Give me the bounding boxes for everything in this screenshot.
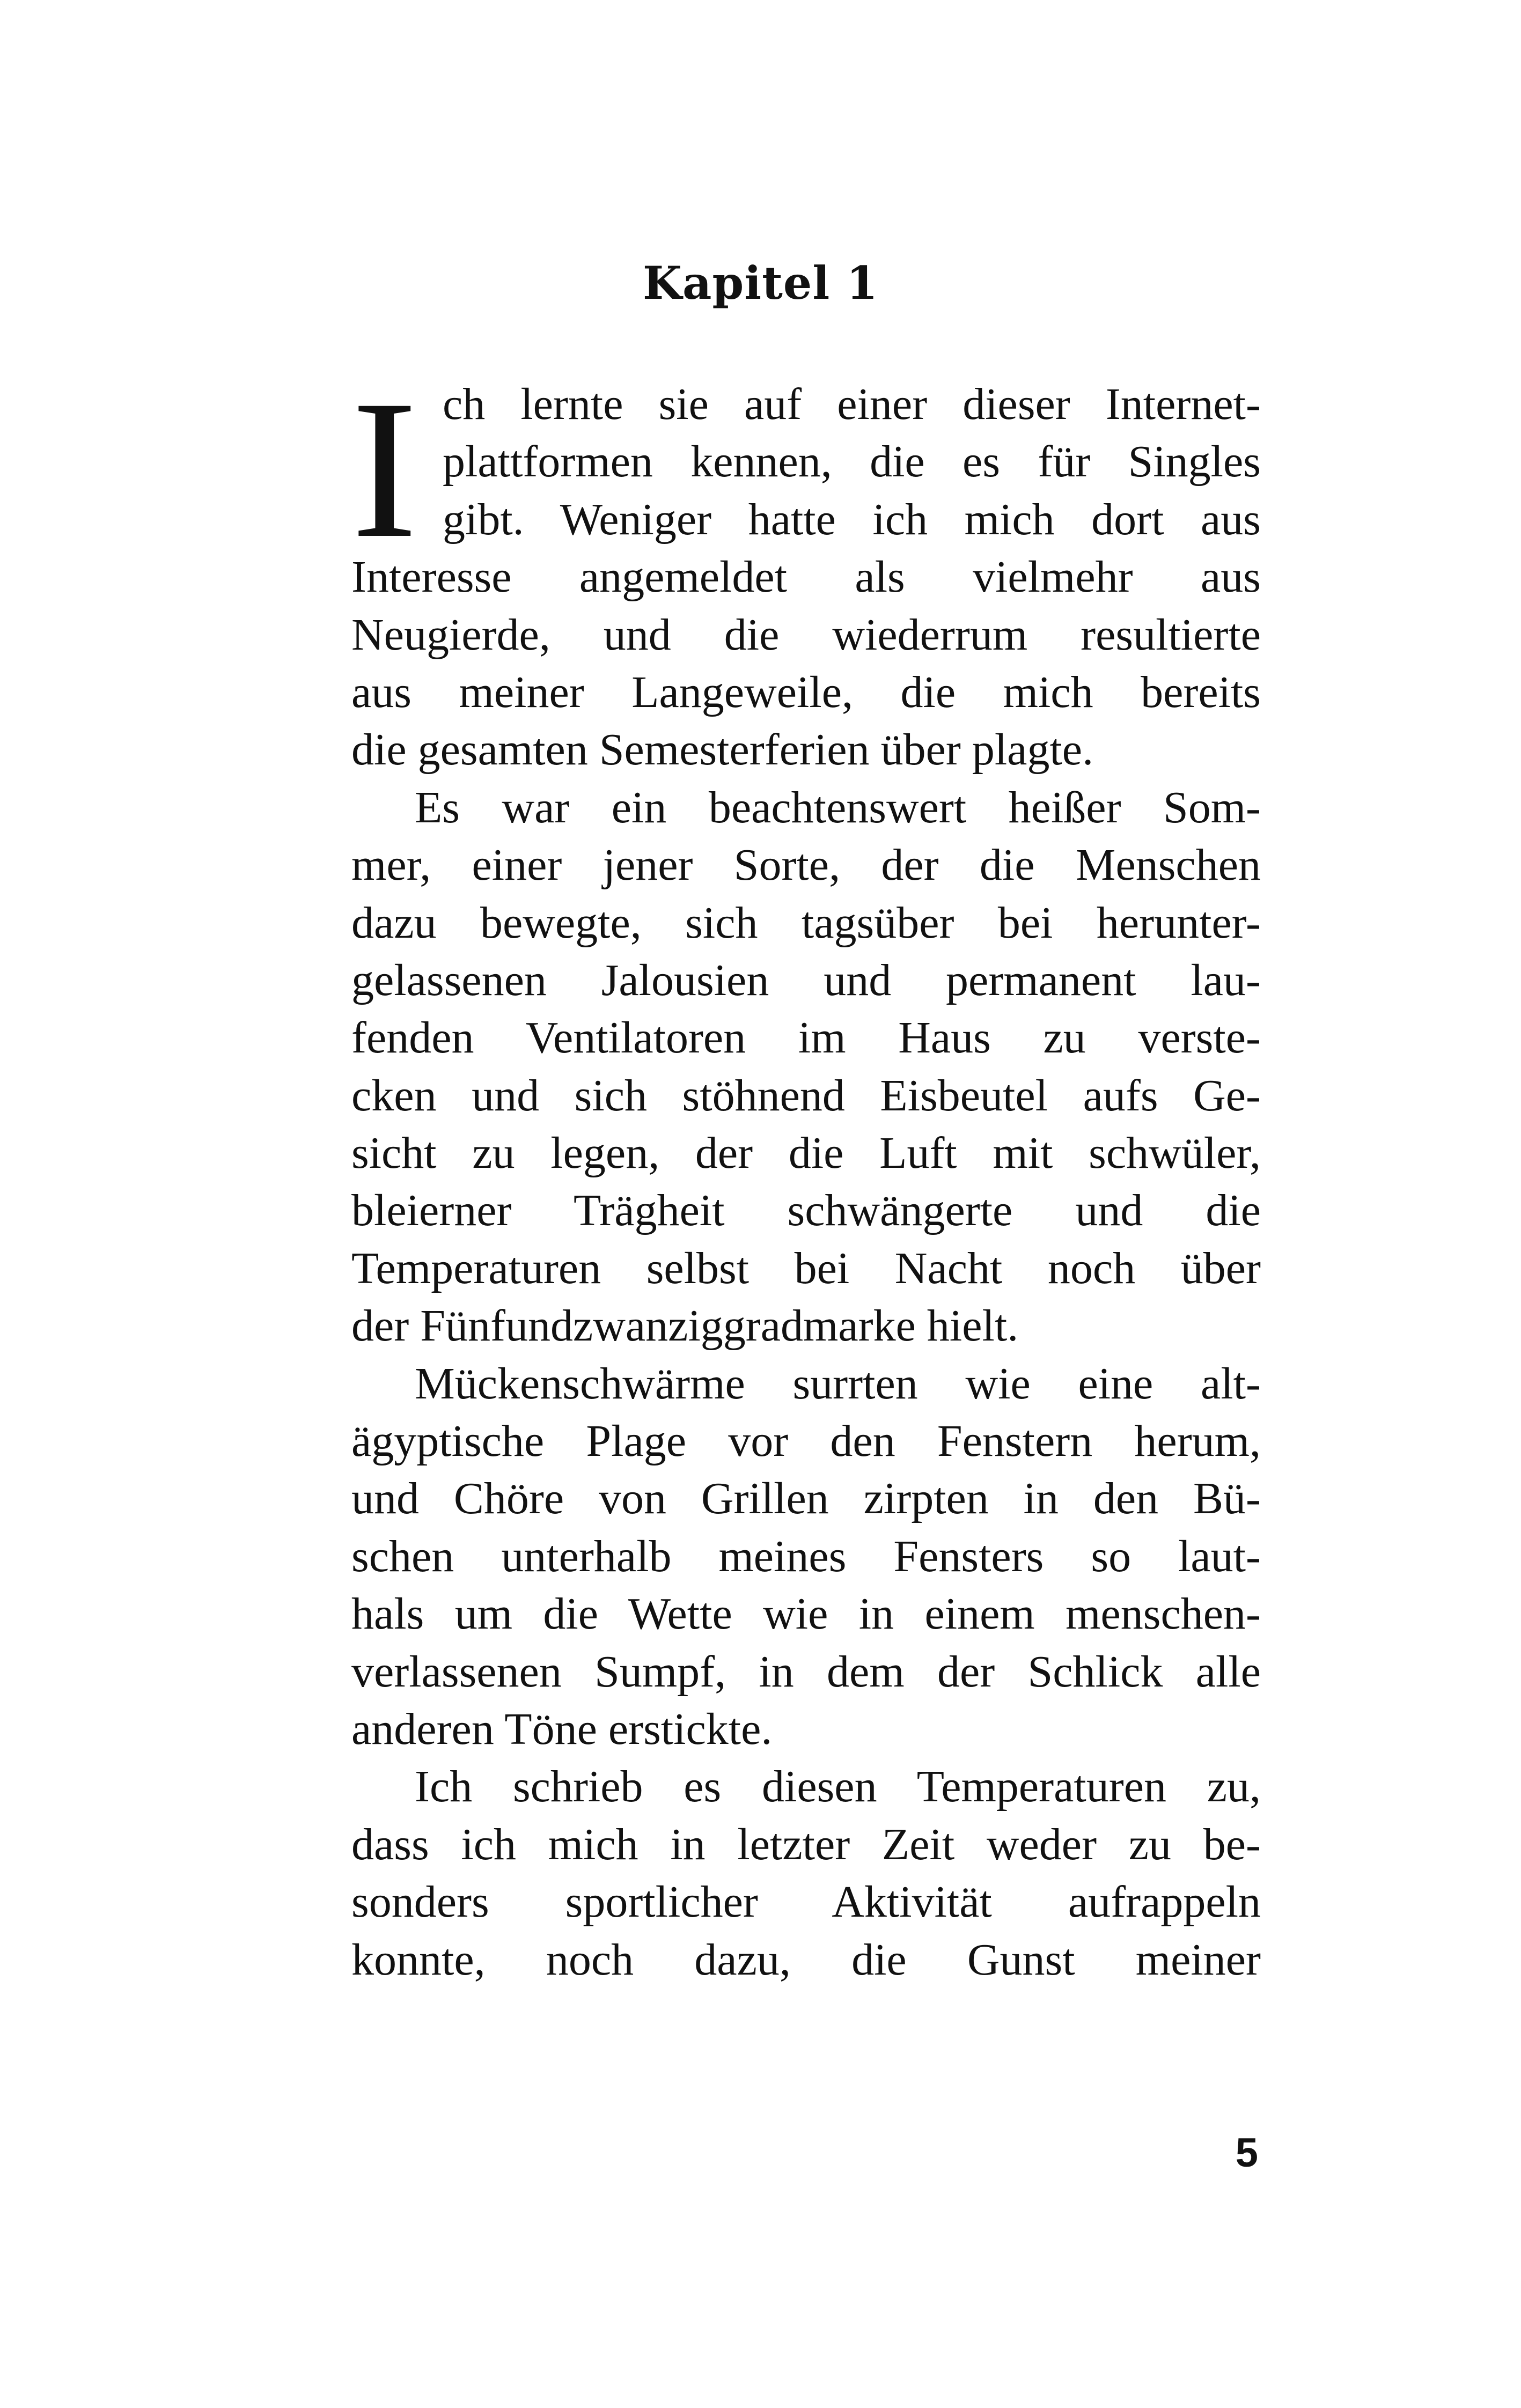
text-line: Ich schrieb es diesen Temperaturen zu, <box>415 1762 1261 1812</box>
text-line: Mückenschwärme surrten wie eine alt- <box>415 1358 1261 1409</box>
text-line: der Fünfundzwanziggradmarke hielt. <box>351 1301 1019 1351</box>
text-line: Interesse angemeldet als vielmehr aus <box>351 552 1261 602</box>
text-line: konnte, noch dazu, die Gunst meiner <box>351 1934 1261 1985</box>
text-line: dass ich mich in letzter Zeit weder zu be- <box>351 1819 1261 1869</box>
text-line: dazu bewegte, sich tagsüber bei herunter- <box>351 897 1261 948</box>
text-line: die gesamten Semesterferien über plagte. <box>351 725 1094 775</box>
text-line: cken und sich stöhnend Eisbeutel aufs Ge- <box>351 1070 1261 1121</box>
text-line: bleierner Trägheit schwängerte und die <box>351 1185 1261 1236</box>
text-line: schen unterhalb meines Fensters so laut- <box>351 1531 1261 1581</box>
text-line: fenden Ventilatoren im Haus zu verste- <box>351 1013 1261 1063</box>
text-line: sonders sportlicher Aktivität aufrappeln <box>351 1877 1261 1927</box>
text-line: hals um die Wette wie in einem menschen- <box>351 1589 1261 1639</box>
text-line: gelassenen Jalousien und permanent lau- <box>351 955 1261 1005</box>
text-line: mer, einer jener Sorte, der die Menschen <box>351 840 1261 890</box>
text-line: verlassenen Sumpf, in dem der Schlick alle <box>351 1646 1261 1697</box>
text-line: gibt. Weniger hatte ich mich dort aus <box>443 494 1261 544</box>
text-line: Es war ein beachtenswert heißer Som- <box>415 782 1261 833</box>
text-line: Temperaturen selbst bei Nacht noch über <box>351 1243 1261 1293</box>
text-line: anderen Töne erstickte. <box>351 1704 773 1754</box>
drop-cap: I <box>351 359 418 579</box>
text-line: ch lernte sie auf einer dieser Internet- <box>443 379 1261 429</box>
text-line: ägyptische Plage vor den Fenstern herum, <box>351 1416 1261 1467</box>
text-line: plattformen kennen, die es für Singles <box>443 437 1261 487</box>
text-line: sicht zu legen, der die Luft mit schwüler, <box>351 1128 1261 1179</box>
page-number: 5 <box>1235 2130 1258 2176</box>
chapter-title: Kapitel 1 <box>643 256 878 310</box>
text-line: aus meiner Langeweile, die mich bereits <box>351 667 1261 717</box>
body-text <box>351 359 1261 1989</box>
text-line: Neugierde, und die wiederrum resultierte <box>351 609 1261 660</box>
text-line: und Chöre von Grillen zirpten in den Bü- <box>351 1474 1261 1524</box>
